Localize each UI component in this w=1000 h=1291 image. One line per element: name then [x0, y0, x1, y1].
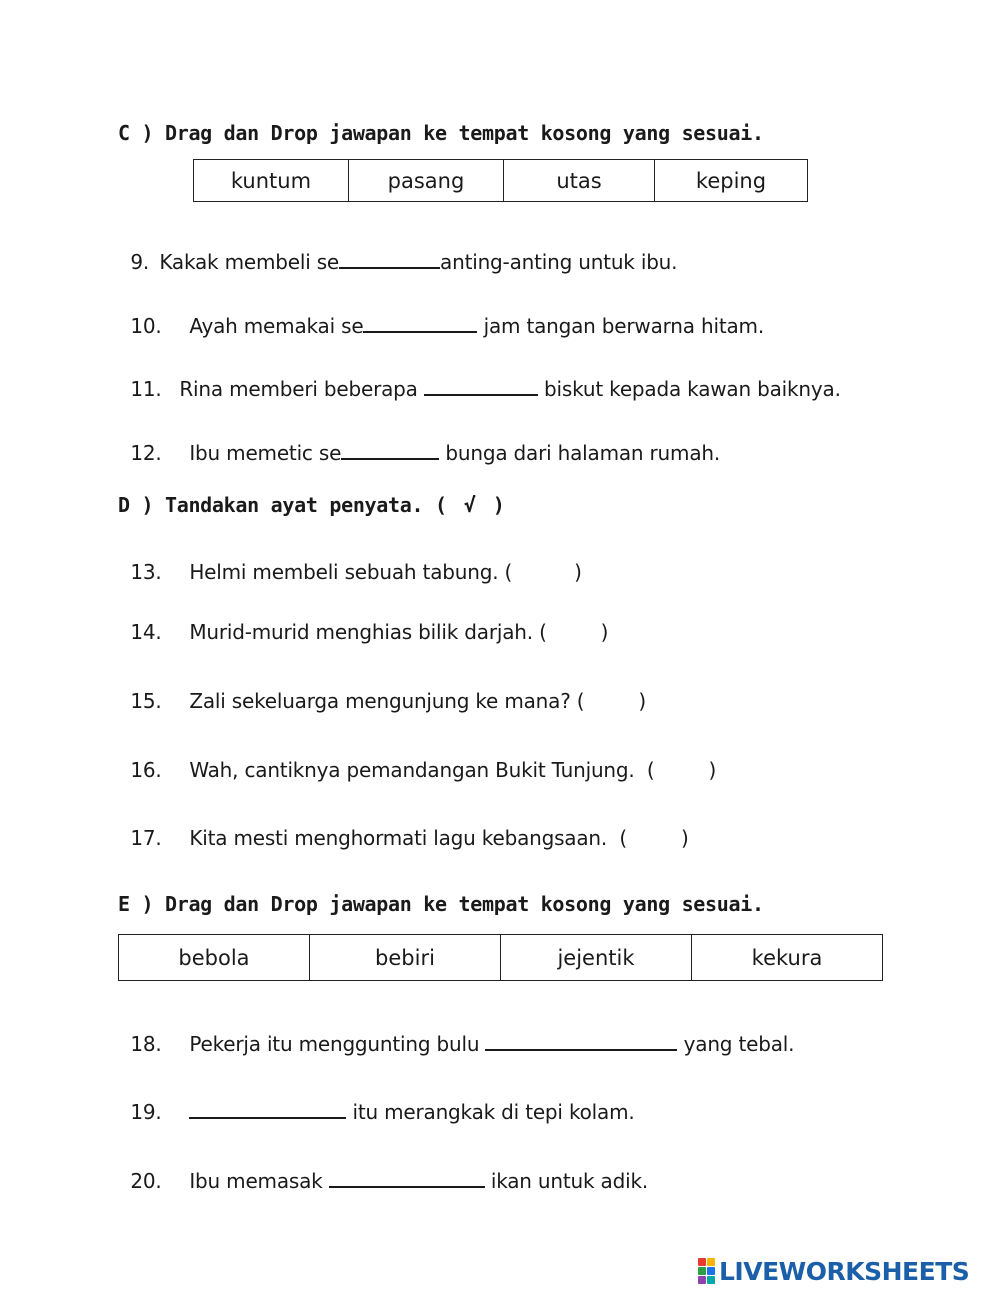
- drop-blank-11[interactable]: [424, 376, 538, 396]
- open-paren: (: [619, 826, 627, 850]
- logo-block: [707, 1276, 715, 1284]
- section-e-heading: E ) Drag dan Drop jawapan ke tempat kosong yang sesuai.: [118, 892, 764, 916]
- check-mark-icon: √: [463, 493, 476, 517]
- question-text: Kita mesti menghormati lagu kebangsaan.: [189, 826, 620, 850]
- close-paren: ): [574, 560, 582, 584]
- logo-block: [707, 1258, 715, 1266]
- heading-close-paren: ): [492, 493, 505, 517]
- open-paren: (: [504, 560, 513, 584]
- word-bank-c: [193, 159, 808, 202]
- question-number: 14.: [130, 620, 162, 644]
- question-text: Wah, cantiknya pemandangan Bukit Tunjung.: [189, 758, 647, 782]
- question-text-after: biskut kepada kawan baiknya.: [537, 377, 841, 401]
- question-text-after: jam tangan berwarna hitam.: [477, 314, 764, 338]
- question-number: 13.: [130, 560, 162, 584]
- question-number: 20.: [130, 1169, 162, 1193]
- question-text-after: anting-anting untuk ibu.: [440, 250, 678, 274]
- logo-block: [707, 1267, 715, 1275]
- question-text-before: Ayah memakai se: [189, 314, 364, 338]
- close-paren: ): [708, 758, 717, 782]
- question-11: [118, 352, 841, 401]
- word-chip-pasang[interactable]: pasang: [349, 160, 504, 202]
- question-text-after: bunga dari halaman rumah.: [439, 441, 721, 465]
- heading-text: D ) Tandakan ayat penyata. (: [118, 493, 447, 517]
- question-text: Murid-murid menghias bilik darjah.: [189, 620, 540, 644]
- word-chip-bebola[interactable]: bebola: [119, 935, 310, 981]
- question-text-before: Rina memberi beberapa: [179, 377, 424, 401]
- question-text-before: Pekerja itu menggunting bulu: [189, 1032, 486, 1056]
- logo-text: LIVEWORKSHEETS: [719, 1256, 970, 1286]
- drop-blank-12[interactable]: [341, 440, 439, 460]
- question-16: [118, 734, 716, 782]
- question-number: 10.: [130, 314, 162, 338]
- question-14: [118, 596, 608, 644]
- close-paren: ): [600, 620, 609, 644]
- word-chip-jejentik[interactable]: jejentik: [501, 935, 692, 981]
- word-chip-kekura[interactable]: kekura: [692, 935, 883, 981]
- open-paren: (: [576, 689, 585, 713]
- open-paren: (: [646, 758, 655, 782]
- question-19: [118, 1075, 635, 1124]
- tick-box-17[interactable]: [619, 826, 688, 850]
- tick-box-16[interactable]: [647, 758, 716, 782]
- logo-block: [698, 1267, 706, 1275]
- question-text: Zali sekeluarga mengunjung ke mana?: [189, 689, 577, 713]
- question-13: [118, 536, 582, 584]
- close-paren: ): [638, 689, 646, 713]
- word-chip-keping[interactable]: keping: [655, 160, 808, 202]
- word-chip-bebiri[interactable]: bebiri: [310, 935, 501, 981]
- tick-box-13[interactable]: [505, 560, 582, 584]
- question-text: Helmi membeli sebuah tabung.: [189, 560, 505, 584]
- word-chip-kuntum[interactable]: kuntum: [194, 160, 349, 202]
- question-text-after: ikan untuk adik.: [484, 1169, 648, 1193]
- tick-box-15[interactable]: [577, 689, 646, 713]
- question-text-before: Kakak membeli se: [159, 250, 340, 274]
- question-20: [118, 1144, 648, 1193]
- close-paren: ): [680, 826, 689, 850]
- logo-blocks-icon: [698, 1258, 715, 1284]
- logo-block: [698, 1276, 706, 1284]
- question-18: [118, 1007, 794, 1056]
- question-12: [118, 416, 720, 465]
- question-9: [118, 225, 677, 274]
- drop-blank-9[interactable]: [339, 249, 440, 269]
- drop-blank-18[interactable]: [485, 1031, 677, 1051]
- drop-blank-19[interactable]: [189, 1099, 346, 1119]
- question-number: 11.: [130, 377, 162, 401]
- question-text-before: Ibu memetic se: [189, 441, 342, 465]
- question-number: 15.: [130, 689, 162, 713]
- drop-blank-10[interactable]: [363, 313, 477, 333]
- question-number: 17.: [130, 826, 162, 850]
- word-chip-utas[interactable]: utas: [504, 160, 655, 202]
- question-number: 16.: [130, 758, 162, 782]
- question-text-after: yang tebal.: [677, 1032, 795, 1056]
- word-bank-e: [118, 934, 883, 981]
- tick-box-14[interactable]: [539, 620, 608, 644]
- logo-block: [698, 1258, 706, 1266]
- liveworksheets-logo: [698, 1256, 969, 1286]
- question-15: [118, 665, 646, 713]
- question-text-before: Ibu memasak: [189, 1169, 329, 1193]
- section-d-heading: [118, 493, 505, 517]
- open-paren: (: [539, 620, 547, 644]
- question-10: [118, 289, 764, 338]
- question-17: [118, 802, 689, 850]
- question-text-after: itu merangkak di tepi kolam.: [346, 1100, 635, 1124]
- drop-blank-20[interactable]: [329, 1168, 485, 1188]
- section-c-heading: C ) Drag dan Drop jawapan ke tempat kosong yang sesuai.: [118, 121, 764, 145]
- question-number: 18.: [130, 1032, 162, 1056]
- question-number: 12.: [130, 441, 162, 465]
- question-number: 9.: [130, 250, 150, 274]
- question-number: 19.: [130, 1100, 162, 1124]
